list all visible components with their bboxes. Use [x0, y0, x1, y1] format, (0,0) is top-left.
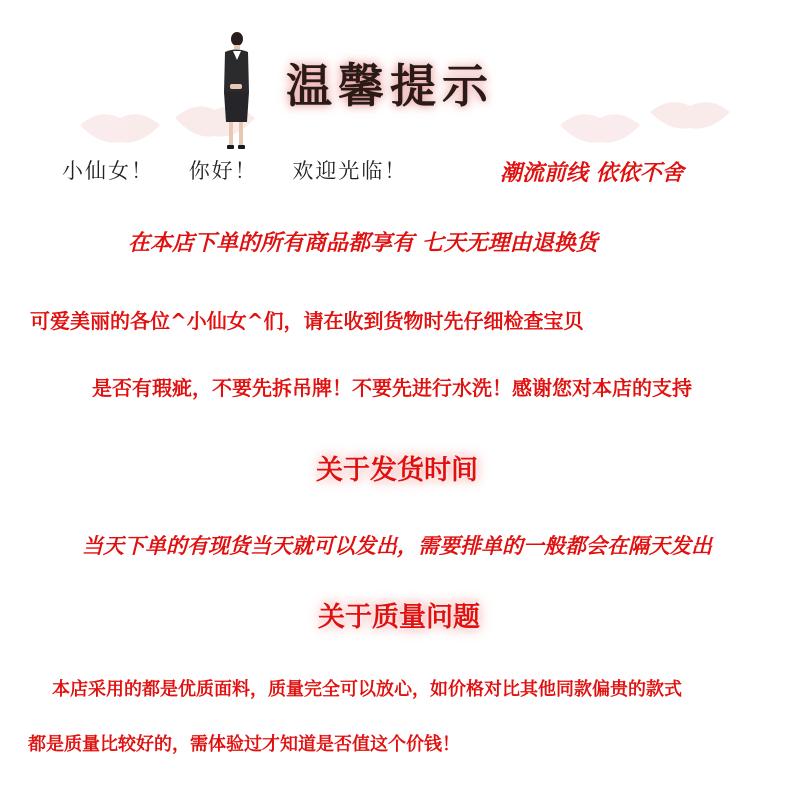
businesswoman-bowing-icon: [216, 30, 256, 152]
greeting-fairy: 小仙女！: [62, 159, 154, 183]
shipping-text: 当天下单的有现货当天就可以发出，需要排单的一般都会在隔天发出: [82, 534, 712, 558]
return-policy-text: 在本店下单的所有商品都享有 七天无理由退换货: [128, 231, 598, 256]
inspection-text-line-1: 可爱美丽的各位^小仙女^们，请在收到货物时先仔细检查宝贝: [30, 309, 584, 333]
quality-heading: 关于质量问题: [318, 602, 480, 633]
greeting-hello: 你好！: [188, 159, 258, 183]
inspection-text-line-2: 是否有瑕疵，不要先拆吊牌！不要先进行水洗！感谢您对本店的支持: [92, 376, 692, 400]
page-title: 温馨提示: [286, 59, 494, 113]
quality-text-line-2: 都是质量比较好的，需体验过才知道是否值这个价钱！: [28, 734, 460, 755]
greeting-welcome: 欢迎光临！: [292, 159, 408, 183]
shipping-heading: 关于发货时间: [316, 455, 478, 486]
greeting-line: [62, 155, 433, 185]
quality-text-line-1: 本店采用的都是优质面料，质量完全可以放心，如价格对比其他同款偏贵的款式: [52, 679, 682, 700]
shop-slogan: 潮流前线 依依不舍: [500, 161, 684, 186]
